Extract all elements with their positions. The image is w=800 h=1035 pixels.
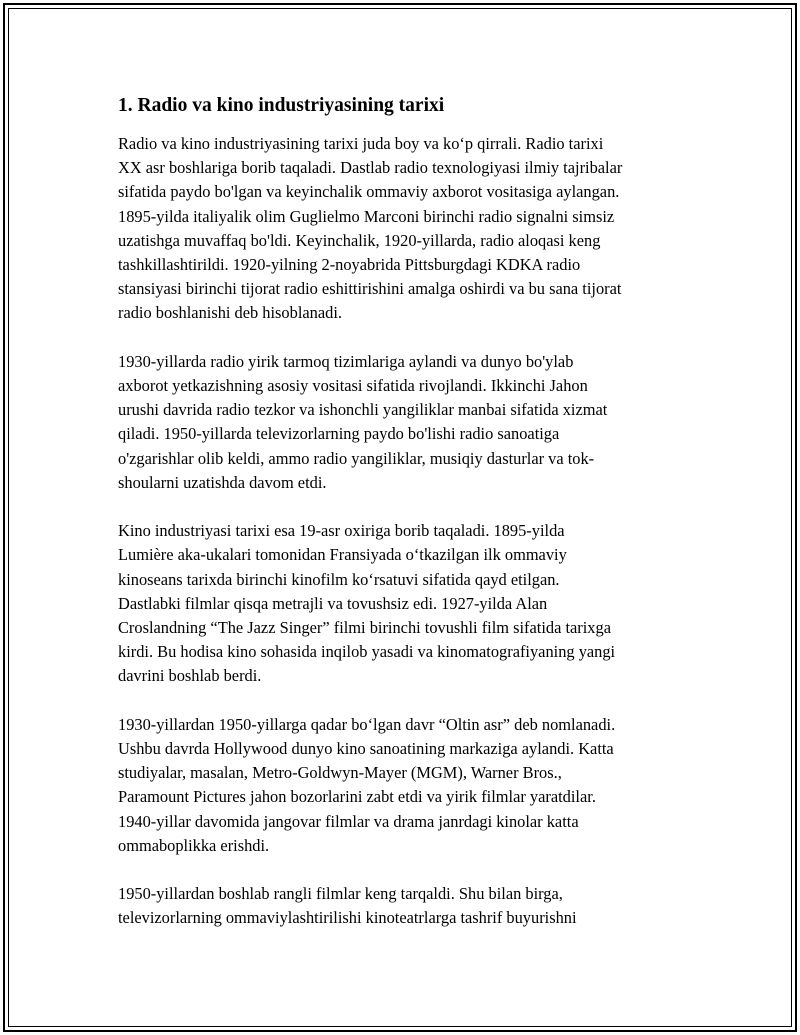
paragraph-line: studiyalar, masalan, Metro-Goldwyn-Mayer (MGM), Warner Bros., (118, 763, 562, 783)
paragraph-line: kinoseans tarixda birinchi kinofilm koʻrsatuvi sifatida qayd etilgan. (118, 569, 560, 589)
paragraph (118, 132, 688, 326)
paragraph-line: uzatishga muvaffaq bo'ldi. Keyinchalik, 1920-yillarda, radio aloqasi keng (118, 230, 601, 250)
paragraph-line: Lumière aka-ukalari tomonidan Fransiyada oʻtkazilgan ilk ommaviy (118, 545, 567, 565)
paragraph-line: ommaboplikka erishdi. (118, 835, 270, 855)
paragraph-line: 1930-yillardan 1950-yillarga qadar boʻlgan davr “Oltin asr” deb nomlanadi. (118, 714, 616, 734)
paragraph-line: stansiyasi birinchi tijorat radio eshittirishini amalga oshirdi va bu sana tijorat (118, 279, 622, 299)
paragraph-line: Croslandning “The Jazz Singer” filmi birinchi tovushli film sifatida tarixga (118, 618, 611, 638)
paragraph (118, 519, 688, 688)
paragraph-line: 1930-yillarda radio yirik tarmoq tizimlariga aylandi va dunyo bo'ylab (118, 351, 574, 371)
paragraph-line: tashkillashtirildi. 1920-yilning 2-noyabrida Pittsburgdagi KDKA radio (118, 255, 581, 275)
paragraph-line: 1895-yilda italiyalik olim Guglielmo Marconi birinchi radio signalni simsiz (118, 206, 615, 226)
paragraph-line: o'zgarishlar olib keldi, ammo radio yangiliklar, musiqiy dasturlar va tok- (118, 448, 595, 468)
paragraph-line: 1940-yillar davomida jangovar filmlar va drama janrdagi kinolar katta (118, 811, 579, 831)
paragraph (118, 882, 688, 930)
paragraph-line: urushi davrida radio tezkor va ishonchli yangiliklar manbai sifatida xizmat (118, 400, 608, 420)
paragraph-line: davrini boshlab berdi. (118, 666, 262, 686)
paragraph-line: axborot yetkazishning asosiy vositasi sifatida rivojlandi. Ikkinchi Jahon (118, 376, 588, 396)
paragraphs-container (118, 132, 688, 931)
paragraph (118, 350, 688, 495)
paragraph (118, 713, 688, 858)
section-heading: 1. Radio va kino industriyasining tarixi (118, 95, 445, 116)
paragraph-line: qiladi. 1950-yillarda televizorlarning paydo bo'lishi radio sanoatiga (118, 424, 560, 444)
paragraph-line: radio boshlanishi deb hisoblanadi. (118, 303, 342, 323)
paragraph-line: XX asr boshlariga borib taqaladi. Dastlab radio texnologiyasi ilmiy tajribalar (118, 158, 623, 178)
paragraph-line: kirdi. Bu hodisa kino sohasida inqilob yasadi va kinomatografiyaning yangi (118, 642, 616, 662)
paragraph-line: sifatida paydo bo'lgan va keyinchalik ommaviy axborot vositasiga aylangan. (118, 182, 620, 202)
paragraph-line: Dastlabki filmlar qisqa metrajli va tovushsiz edi. 1927-yilda Alan (118, 593, 548, 613)
paragraph-line: 1950-yillardan boshlab rangli filmlar keng tarqaldi. Shu bilan birga, (118, 884, 563, 904)
paragraph-line: Ushbu davrda Hollywood dunyo kino sanoatining markaziga aylandi. Katta (118, 739, 614, 759)
paragraph-line: Paramount Pictures jahon bozorlarini zabt etdi va yirik filmlar yaratdilar. (118, 787, 596, 807)
paragraph-line: Kino industriyasi tarixi esa 19-asr oxiriga borib taqaladi. 1895-yilda (118, 521, 565, 541)
paragraph-line: shoularni uzatishda davom etdi. (118, 472, 327, 492)
document-body (118, 92, 688, 955)
paragraph-line: televizorlarning ommaviylashtirilishi kinoteatrlarga tashrif buyurishni (118, 908, 577, 928)
paragraph-line: Radio va kino industriyasining tarixi juda boy va koʻp qirrali. Radio tarixi (118, 134, 604, 153)
